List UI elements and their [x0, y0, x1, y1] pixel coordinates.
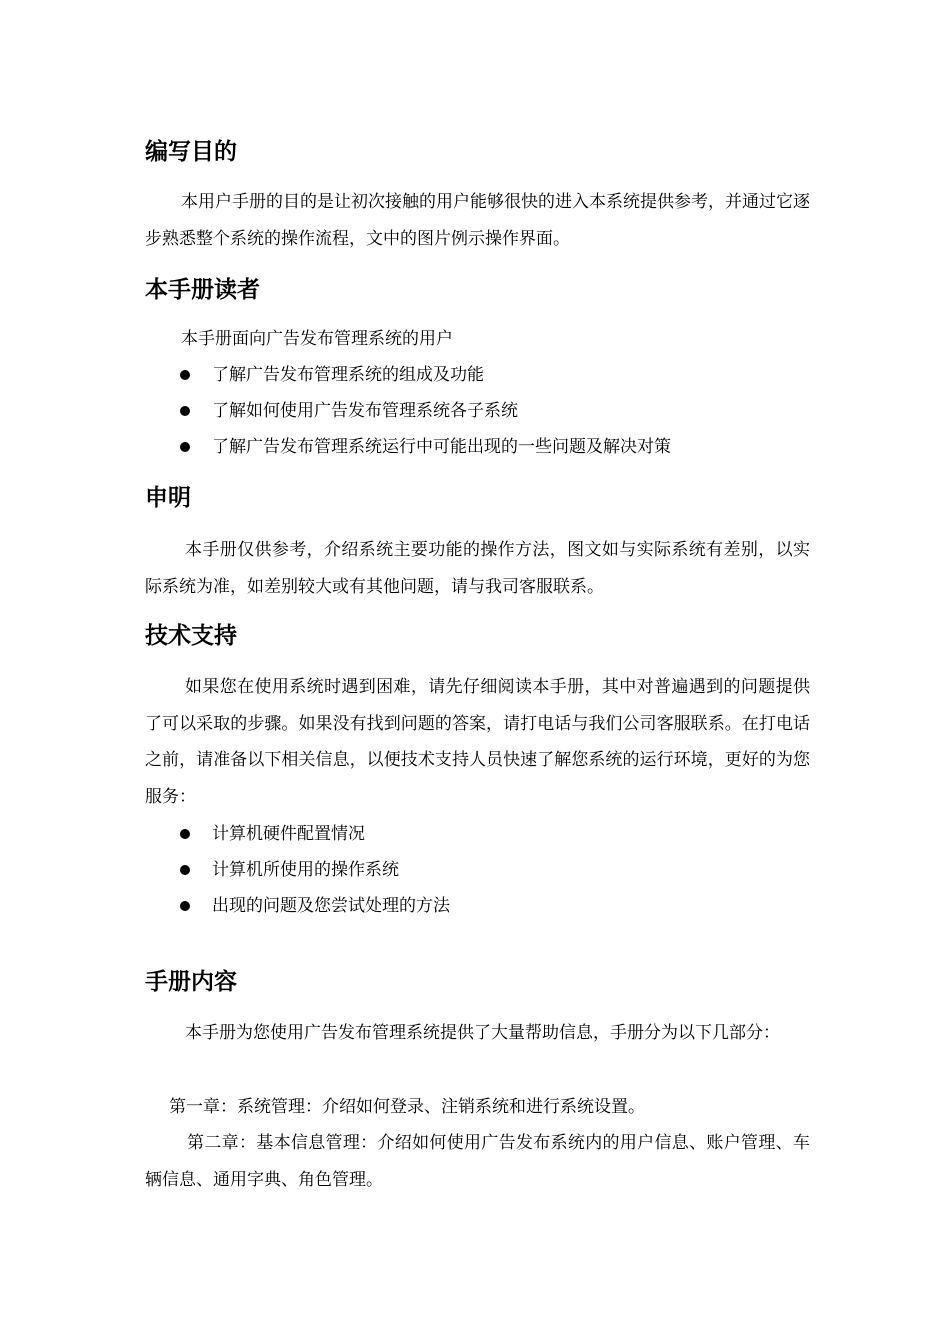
bullet-icon — [180, 406, 190, 416]
paragraph-support: 如果您在使用系统时遇到困难，请先仔细阅读本手册，其中对普遍遇到的问题提供了可以采取的步骤。如果没有找到问题的答案，请打电话与我们公司客服联系。在打电话之前，请准备以下相关信息，以便技术支持人员快速了解您系统的运行环境，更好的为您服务： — [145, 677, 810, 807]
heading-support: 技术支持 — [145, 623, 237, 649]
list-item-text: 计算机硬件配置情况 — [212, 824, 365, 844]
readers-intro: 本手册面向广告发布管理系统的用户 — [181, 329, 453, 349]
heading-statement: 申明 — [145, 485, 191, 511]
chapter-2-paragraph: 第二章：基本信息管理：介绍如何使用广告发布系统内的用户信息、账户管理、车辆信息、通用字典、角色管理。 — [145, 1133, 810, 1190]
chapter-1-line: 第一章：系统管理：介绍如何登录、注销系统和进行系统设置。 — [169, 1097, 645, 1117]
bullet-icon — [180, 442, 190, 452]
bullet-icon — [180, 901, 190, 911]
paragraph-statement: 本手册仅供参考，介绍系统主要功能的操作方法，图文如与实际系统有差别，以实际系统为准，如差别较大或有其他问题，请与我司客服联系。 — [145, 540, 810, 597]
paragraph-contents: 本手册为您使用广告发布管理系统提供了大量帮助信息，手册分为以下几部分： — [185, 1023, 780, 1043]
list-item-text: 了解广告发布管理系统的组成及功能 — [212, 365, 484, 385]
paragraph-purpose: 本用户手册的目的是让初次接触的用户能够很快的进入本系统提供参考，并通过它逐步熟悉整个系统的操作流程，文中的图片例示操作界面。 — [145, 192, 810, 249]
heading-contents: 手册内容 — [145, 969, 237, 995]
list-item-text: 了解如何使用广告发布管理系统各子系统 — [212, 401, 518, 421]
list-item-text: 出现的问题及您尝试处理的方法 — [212, 896, 450, 916]
bullet-icon — [180, 829, 190, 839]
heading-purpose: 编写目的 — [145, 139, 237, 165]
list-item-text: 计算机所使用的操作系统 — [212, 860, 399, 880]
list-item-text: 了解广告发布管理系统运行中可能出现的一些问题及解决对策 — [212, 437, 671, 457]
bullet-icon — [180, 370, 190, 380]
bullet-icon — [180, 865, 190, 875]
heading-readers: 本手册读者 — [145, 277, 260, 303]
